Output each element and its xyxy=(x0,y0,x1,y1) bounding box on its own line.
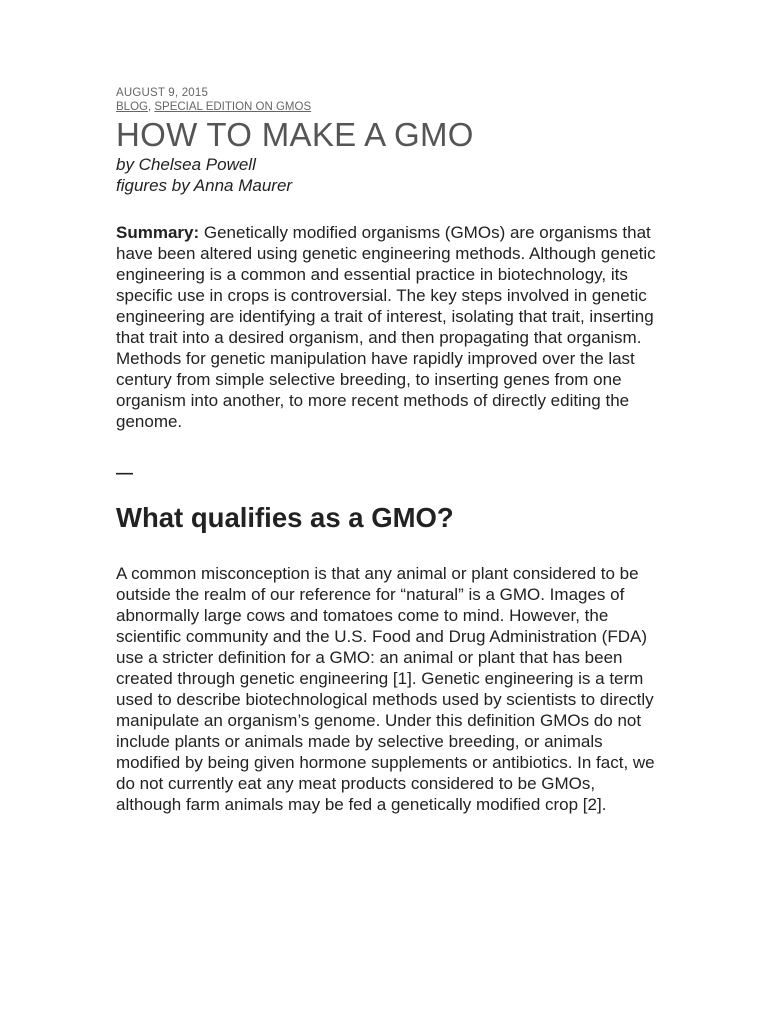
category-link-blog[interactable]: BLOG xyxy=(116,101,148,113)
article-page xyxy=(116,86,656,815)
category-link-special-edition[interactable]: SPECIAL EDITION ON GMOS xyxy=(154,101,312,113)
category-separator: , xyxy=(147,101,155,113)
summary-text: Genetically modified organisms (GMOs) are organisms that have been altered using genetic engineering methods. Although genetic engineering is a common and essential practice in biotechnology, its specific use in crops is controversial. The key steps involved in genetic engineering are identifying a trait of interest, isolating that trait, inserting that trait into a desired organism, and then propagating that organism. Methods for genetic manipulation have rapidly improved over the last century from simple selective breeding, to inserting genes from one organism into another, to more recent methods of directly editing the genome. xyxy=(116,223,656,431)
post-categories xyxy=(116,100,656,114)
author-byline: by Chelsea Powell xyxy=(116,155,256,174)
section-heading: What qualifies as a GMO? xyxy=(116,502,454,533)
article-title: HOW TO MAKE A GMO xyxy=(116,116,474,153)
summary-paragraph xyxy=(116,222,656,432)
section-body-paragraph: A common misconception is that any animal or plant considered to be outside the realm of our reference for “natural” is a GMO. Images of abnormally large cows and tomatoes come to mind. However, the scientific community and the U.S. Food and Drug Administration (FDA) use a stricter definition for a GMO: an animal or plant that has been created through genetic engineering [1]. Genetic engineering is a term used to describe biotechnological methods used by scientists to directly manipulate an organism’s genome. Under this definition GMOs do not include plants or animals made by selective breeding, or animals modified by being given hormone supplements or antibiotics. In fact, we do not currently eat any meat products considered to be GMOs, although farm animals may be fed a genetically modified crop [2]. xyxy=(116,564,655,814)
post-date: AUGUST 9, 2015 xyxy=(116,87,209,99)
figures-byline: figures by Anna Maurer xyxy=(116,176,293,195)
section-divider: — xyxy=(116,463,133,482)
summary-label: Summary: xyxy=(116,223,200,242)
